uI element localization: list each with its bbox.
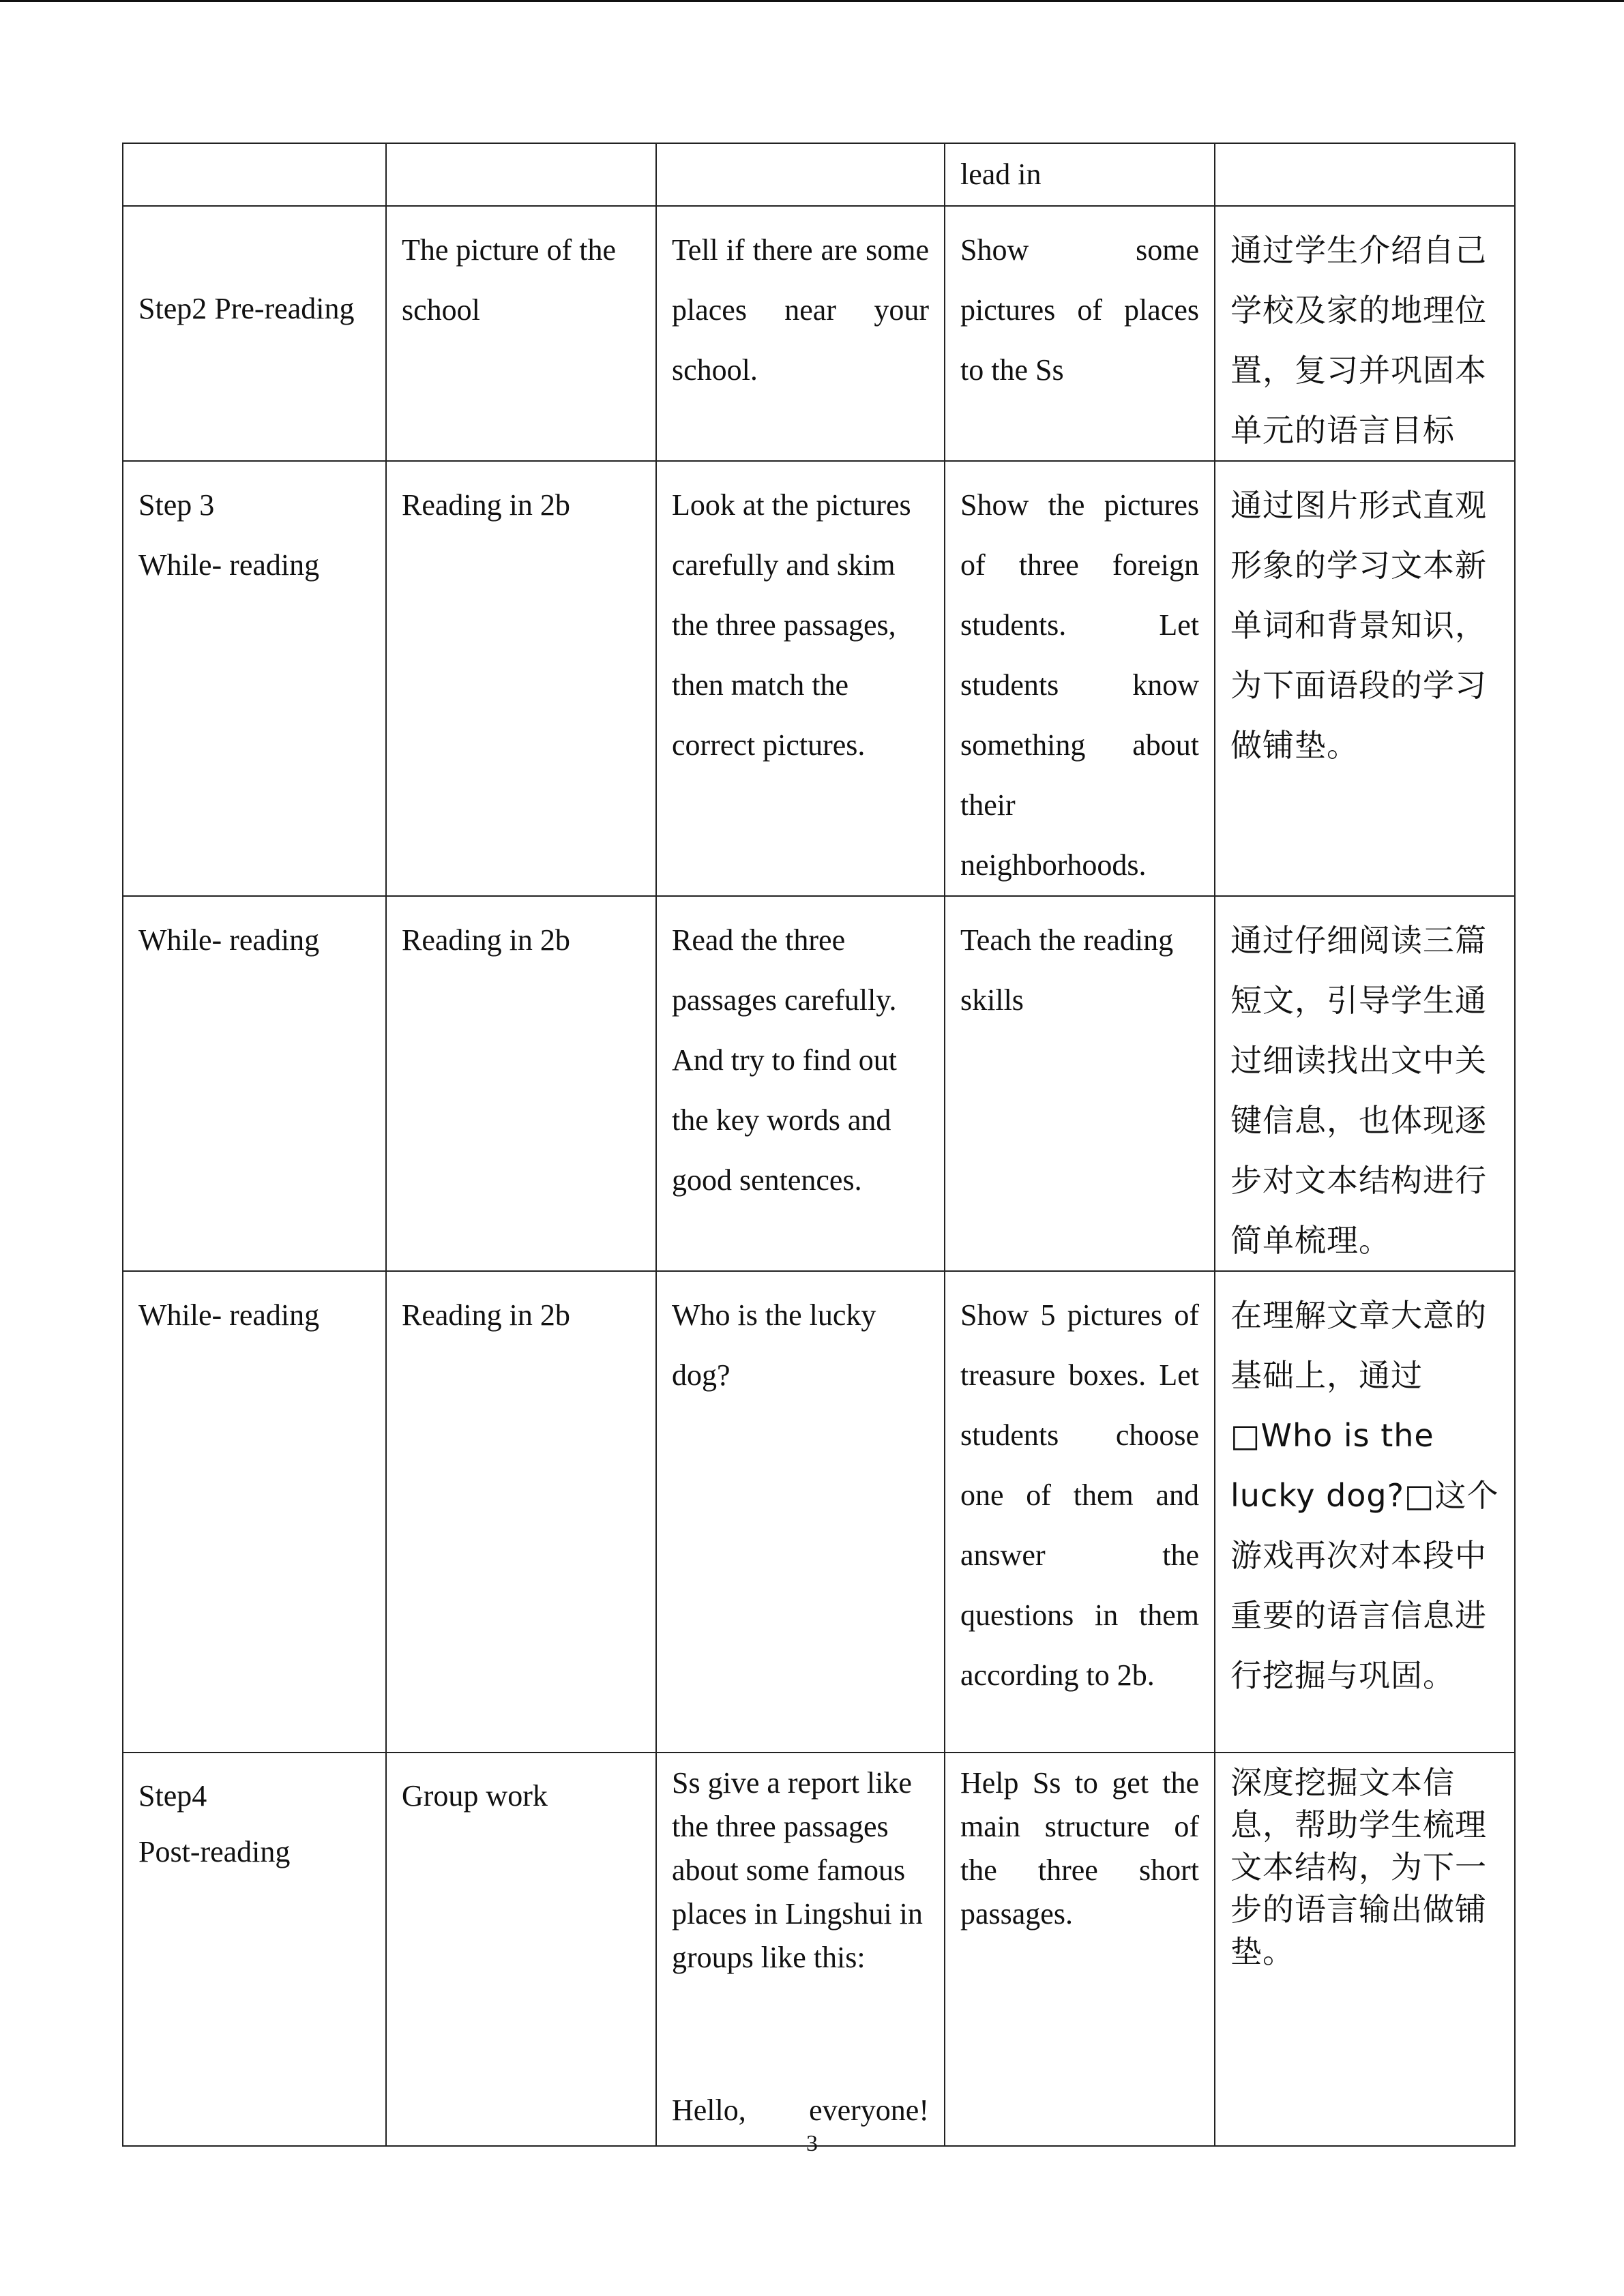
purpose-cell: 通过学生介绍自己学校及家的地理位置，复习并巩固本单元的语言目标 bbox=[1215, 206, 1515, 461]
lesson-plan-table bbox=[122, 143, 1516, 2147]
student-activity-text: Ss give a report like the three passages about some famous places in Lingshui in groups like this: bbox=[672, 1766, 923, 1974]
step-label: Step4 bbox=[138, 1779, 207, 1813]
purpose-cell: 在理解文章大意的基础上，通过□Who is the lucky dog?□这个游戏再次对本段中重要的语言信息进行挖掘与巩固。 bbox=[1215, 1271, 1515, 1753]
teacher-activity-cell: lead in bbox=[945, 143, 1215, 206]
step-cell: Step2 Pre-reading bbox=[123, 206, 386, 461]
student-activity-cell: Read the three passages carefully. And try to find out the key words and good sentences. bbox=[656, 896, 945, 1271]
purpose-cell bbox=[1215, 143, 1515, 206]
step-stage: Post-reading bbox=[138, 1835, 291, 1868]
table-row bbox=[123, 206, 1515, 461]
purpose-cell: 通过图片形式直观形象的学习文本新单词和背景知识，为下面语段的学习做铺垫。 bbox=[1215, 461, 1515, 896]
step-cell bbox=[123, 1753, 386, 2146]
student-activity-cell: Who is the lucky dog? bbox=[656, 1271, 945, 1753]
teacher-activity-cell: Show 5 pictures of treasure boxes. Let students choose one of them and answer the questions in them according to 2b. bbox=[945, 1271, 1215, 1753]
table-row bbox=[123, 1753, 1515, 2146]
table-row bbox=[123, 896, 1515, 1271]
student-activity-cell: Look at the pictures carefully and skim the three passages, then match the correct pictures. bbox=[656, 461, 945, 896]
purpose-cell: 通过仔细阅读三篇短文，引导学生通过细读找出文中关键信息，也体现逐步对文本结构进行简单梳理。 bbox=[1215, 896, 1515, 1271]
step-cell bbox=[123, 143, 386, 206]
material-cell: The picture of the school bbox=[386, 206, 656, 461]
teacher-activity-cell: Help Ss to get the main structure of the three short passages. bbox=[945, 1753, 1215, 2146]
material-cell: Group work bbox=[386, 1753, 656, 2146]
teacher-activity-cell: Teach the reading skills bbox=[945, 896, 1215, 1271]
student-activity-cell bbox=[656, 143, 945, 206]
material-cell: Reading in 2b bbox=[386, 461, 656, 896]
step-label: Step 3 bbox=[138, 488, 215, 522]
material-cell: Reading in 2b bbox=[386, 896, 656, 1271]
student-activity-cell: Tell if there are some places near your school. bbox=[656, 206, 945, 461]
teacher-activity-cell: Show the pictures of three foreign students. Let students know something about their neighborhoods. bbox=[945, 461, 1215, 896]
table-row bbox=[123, 461, 1515, 896]
page-number: 3 bbox=[806, 2131, 818, 2156]
student-activity-greeting: Hello, everyone! bbox=[672, 2093, 929, 2127]
material-cell: Reading in 2b bbox=[386, 1271, 656, 1753]
step-cell: While- reading bbox=[123, 1271, 386, 1753]
material-cell bbox=[386, 143, 656, 206]
step-stage: While- reading bbox=[138, 548, 320, 582]
step-cell bbox=[123, 461, 386, 896]
purpose-cell: 深度挖掘文本信息，帮助学生梳理文本结构，为下一步的语言输出做铺垫。 bbox=[1215, 1753, 1515, 2146]
step-cell: While- reading bbox=[123, 896, 386, 1271]
table-row bbox=[123, 143, 1515, 206]
table-row bbox=[123, 1271, 1515, 1753]
student-activity-cell bbox=[656, 1753, 945, 2146]
teacher-activity-cell: Show some pictures of places to the Ss bbox=[945, 206, 1215, 461]
page-top-border bbox=[0, 0, 1624, 2]
